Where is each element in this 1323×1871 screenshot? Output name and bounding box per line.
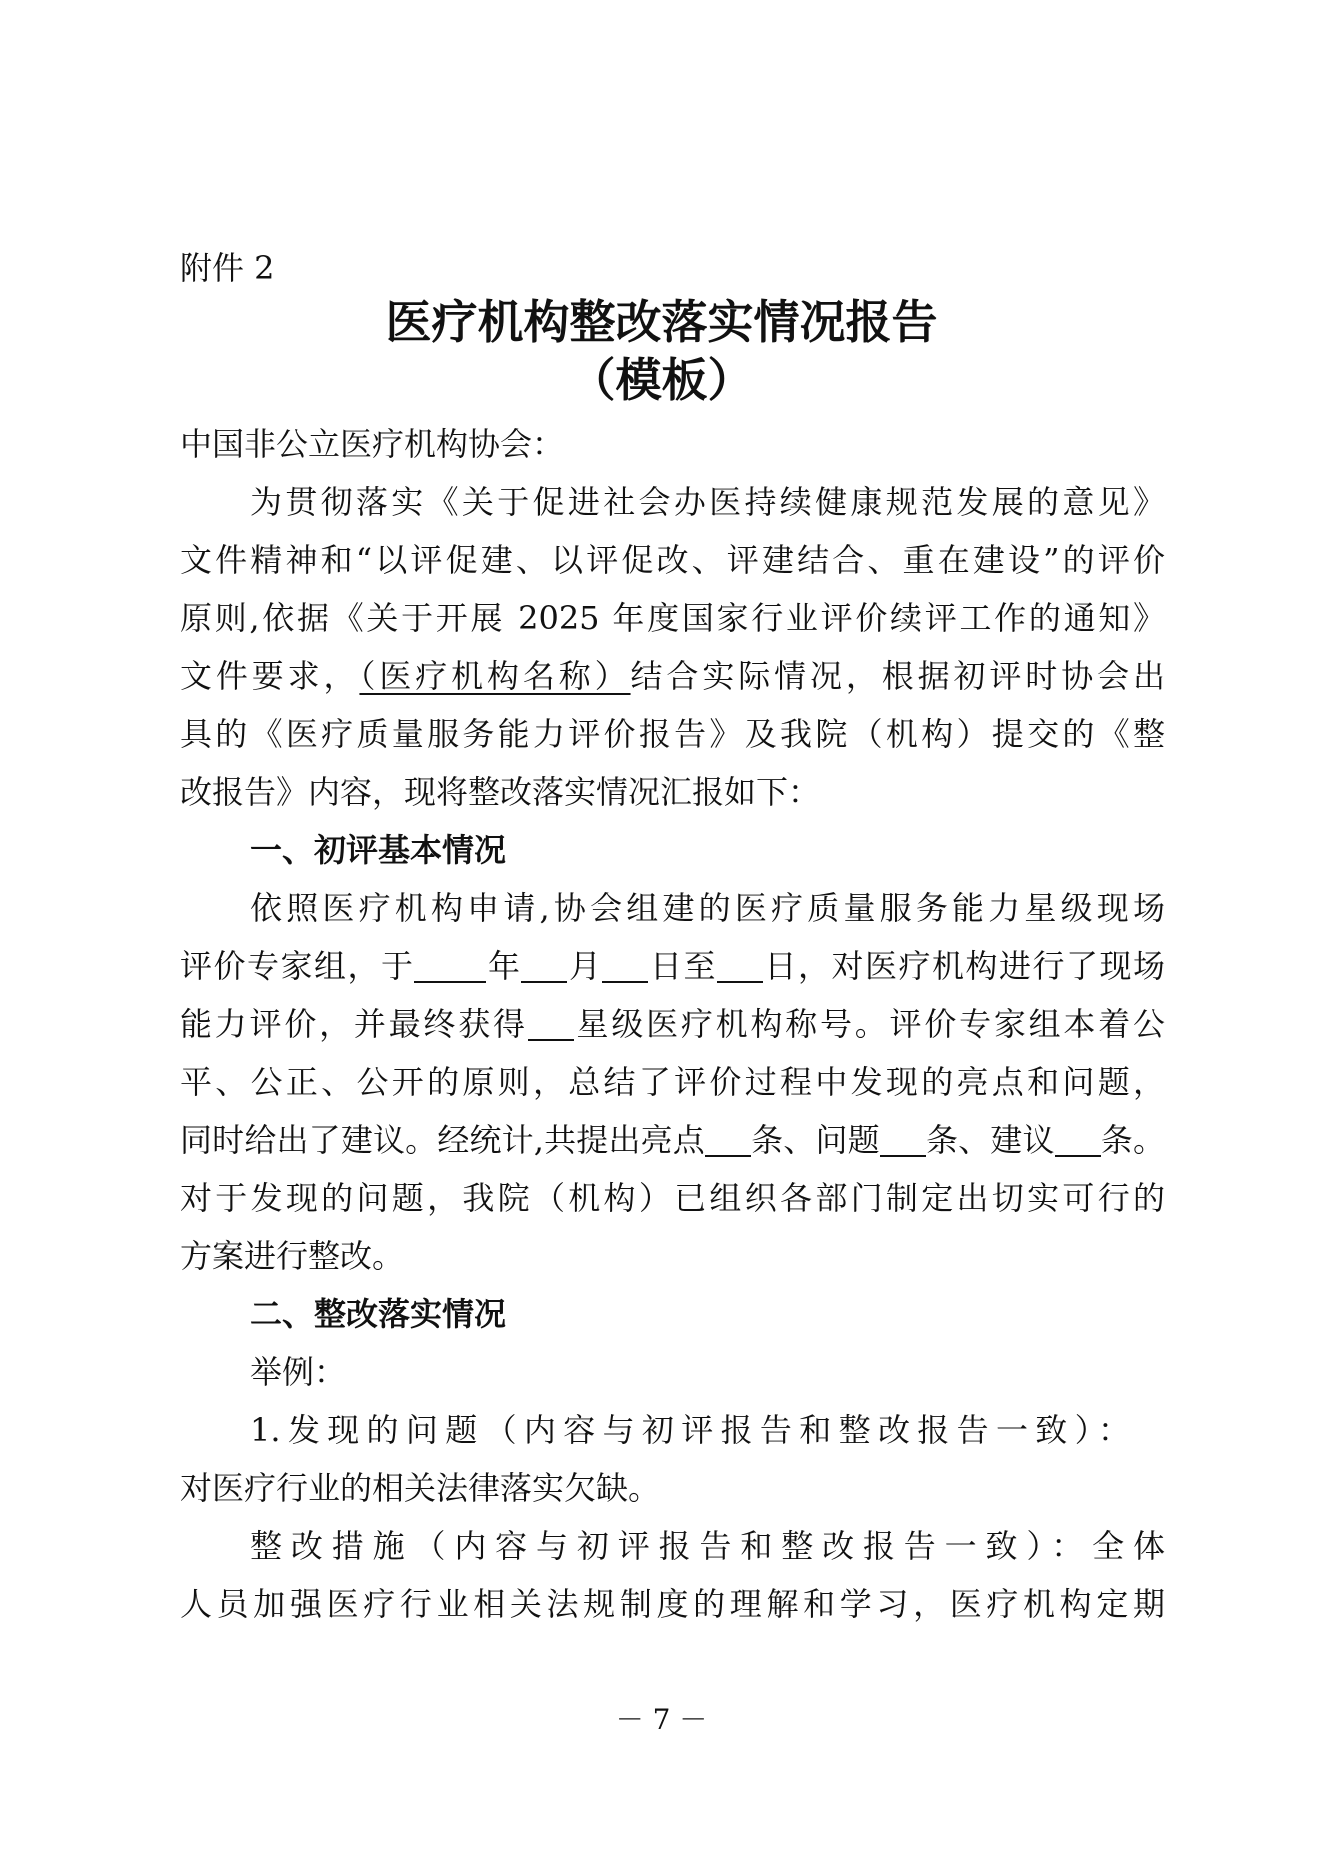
section-1-line-7: 方案进行整改。 [180, 1237, 405, 1275]
intro-line-2: 文件精神和“以评促建、以评促改、评建结合、重在建设”的评价 [180, 541, 1165, 579]
line-2-text-a: 评价专家组，于 [180, 947, 415, 985]
intro-line-4-start: 文件要求， [180, 657, 360, 695]
section-2-line-1: 1.发现的问题（内容与初评报告和整改报告一致）： [250, 1411, 1130, 1449]
day-end-blank [717, 951, 763, 983]
institution-name-placeholder: （医疗机构名称） [359, 657, 631, 695]
line-5-text-c: 条、建议 [925, 1121, 1055, 1159]
line-3-text-a: 能力评价，并最终获得 [180, 1005, 528, 1043]
suggestions-count-blank [1055, 1125, 1101, 1157]
month-label: 月 [567, 947, 603, 985]
section-1-line-2 [180, 946, 1165, 986]
problems-count-blank [880, 1125, 926, 1157]
section-2-line-3: 整改措施（内容与初评报告和整改报告一致）：全体 [250, 1527, 1165, 1565]
line-5-text-b: 条、问题 [750, 1121, 880, 1159]
year-blank [414, 951, 486, 983]
salutation: 中国非公立医疗机构协会： [180, 425, 565, 463]
line-2-text-e: 日，对医疗机构进行了现场 [762, 947, 1165, 985]
intro-line-1: 为贯彻落实《关于促进社会办医持续健康规范发展的意见》 [250, 483, 1165, 521]
intro-line-4-end: 结合实际情况，根据初评时协会出 [630, 657, 1165, 695]
section-2-line-2: 对医疗行业的相关法律落实欠缺。 [180, 1469, 661, 1507]
year-label: 年 [486, 947, 522, 985]
section-1-line-1: 依照医疗机构申请,协会组建的医疗质量服务能力星级现场 [250, 889, 1165, 927]
line-5-text-d: 条。 [1100, 1121, 1165, 1159]
section-1-line-4: 平、公正、公开的原则，总结了评价过程中发现的亮点和问题， [180, 1063, 1165, 1101]
day-to-label: 日至 [648, 947, 717, 985]
intro-line-4 [180, 656, 1165, 696]
star-level-blank [528, 1009, 574, 1041]
section-1-heading: 一、初评基本情况 [250, 831, 507, 869]
line-3-text-b: 星级医疗机构称号。评价专家组本着公 [573, 1005, 1165, 1043]
example-label: 举例： [250, 1353, 347, 1391]
intro-line-5: 具的《医疗质量服务能力评价报告》及我院（机构）提交的《整 [180, 715, 1165, 753]
document-title: 医疗机构整改落实情况报告 [385, 295, 938, 349]
section-1-line-6: 对于发现的问题，我院（机构）已组织各部门制定出切实可行的 [180, 1179, 1165, 1217]
attachment-label: 附件 2 [180, 249, 275, 287]
section-1-line-3 [180, 1004, 1165, 1044]
intro-line-6: 改报告》内容，现将整改落实情况汇报如下： [180, 773, 821, 811]
section-1-line-5 [180, 1120, 1165, 1160]
document-subtitle: （模板） [569, 353, 754, 407]
section-2-heading: 二、整改落实情况 [250, 1295, 507, 1333]
day-start-blank [602, 951, 648, 983]
page-number: － 7 － [615, 1703, 708, 1736]
highlights-count-blank [705, 1125, 751, 1157]
intro-line-3: 原则,依据《关于开展 2025 年度国家行业评价续评工作的通知》 [180, 599, 1165, 637]
line-5-text-a: 同时给出了建议。经统计,共提出亮点 [180, 1121, 705, 1159]
month-blank [521, 951, 567, 983]
section-2-line-4: 人员加强医疗行业相关法规制度的理解和学习，医疗机构定期 [180, 1585, 1165, 1623]
